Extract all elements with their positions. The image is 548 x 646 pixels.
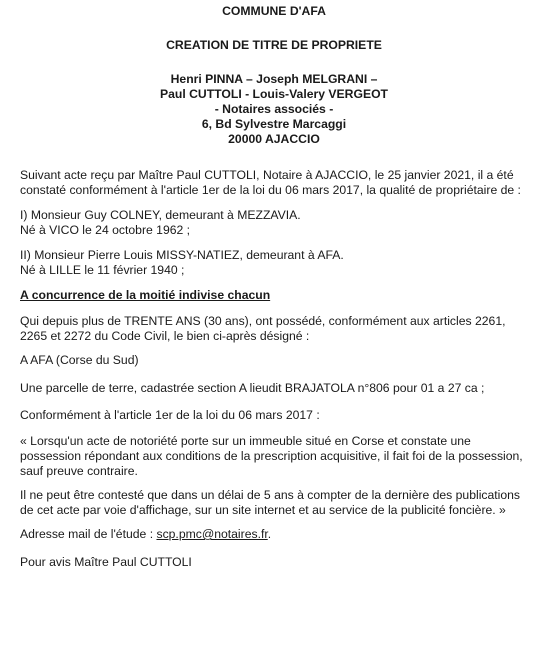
intro-paragraph bbox=[20, 168, 530, 198]
intro-line-2: constaté conformément à l'article 1er de la loi du 06 mars 2017, la qualité de propriétaire de : bbox=[20, 183, 521, 197]
owner-1-line-1: I) Monsieur Guy COLNEY, demeurant à MEZZAVIA. bbox=[20, 208, 301, 222]
owner-2-line-1: II) Monsieur Pierre Louis MISSY-NATIEZ, demeurant à AFA. bbox=[20, 248, 344, 262]
share-heading: A concurrence de la moitié indivise chacun bbox=[20, 288, 271, 302]
owner-1-line-2: Né à VICO le 24 octobre 1962 ; bbox=[20, 223, 191, 237]
property-location: A AFA (Corse du Sud) bbox=[20, 353, 139, 367]
contact-line bbox=[20, 527, 530, 542]
law-quote-line-3: sauf preuve contraire. bbox=[20, 464, 138, 478]
contact-label: Adresse mail de l'étude : bbox=[20, 527, 157, 541]
contact-suffix: . bbox=[267, 527, 272, 541]
owner-2 bbox=[20, 248, 530, 278]
law-quote-line-2: possession répondant aux conditions de la prescription acquisitive, il fait foi de la possession, bbox=[20, 449, 523, 463]
parcel-description: Une parcelle de terre, cadastrée section A lieudit BRAJATOLA n°806 pour 01 a 27 ca ; bbox=[20, 381, 485, 395]
contest-paragraph bbox=[20, 488, 530, 518]
commune-heading: COMMUNE D'AFA bbox=[222, 4, 326, 18]
notice-title: CREATION DE TITRE DE PROPRIETE bbox=[166, 38, 382, 52]
office-address: 6, Bd Sylvestre Marcaggi bbox=[201, 117, 347, 131]
contest-line-1: Il ne peut être contesté que dans un délai de 5 ans à compter de la dernière des publications bbox=[20, 488, 521, 502]
notaries-associates: - Notaires associés - bbox=[214, 102, 334, 116]
law-quote-line-1: « Lorsqu'un acte de notoriété porte sur un immeuble situé en Corse et constate une bbox=[20, 434, 471, 448]
contact-email-link[interactable]: scp.pmc@notaires.fr bbox=[156, 527, 268, 541]
intro-line-1: Suivant acte reçu par Maître Paul CUTTOLI, Notaire à AJACCIO, le 25 janvier 2021, il a été bbox=[20, 168, 514, 182]
law-quote bbox=[20, 434, 530, 479]
possession-paragraph bbox=[20, 314, 530, 344]
owner-2-line-2: Né à LILLE le 11 février 1940 ; bbox=[20, 263, 185, 277]
office-city: 20000 AJACCIO bbox=[228, 132, 320, 146]
notaries-line-1: Henri PINNA – Joseph MELGRANI – bbox=[170, 72, 378, 86]
owner-1 bbox=[20, 208, 530, 238]
contest-line-2: de cet acte par voie d'affichage, sur un site internet et au service de la publicité foncière. » bbox=[20, 503, 506, 517]
article-reference: Conformément à l'article 1er de la loi du 06 mars 2017 : bbox=[20, 408, 320, 422]
possession-line-2: 2265 et 2272 du Code Civil, le bien ci-après désigné : bbox=[20, 329, 310, 343]
signature-line: Pour avis Maître Paul CUTTOLI bbox=[20, 555, 192, 569]
possession-line-1: Qui depuis plus de TRENTE ANS (30 ans), ont possédé, conformément aux articles 2261, bbox=[20, 314, 506, 328]
notaries-line-2: Paul CUTTOLI - Louis-Valery VERGEOT bbox=[160, 87, 388, 101]
